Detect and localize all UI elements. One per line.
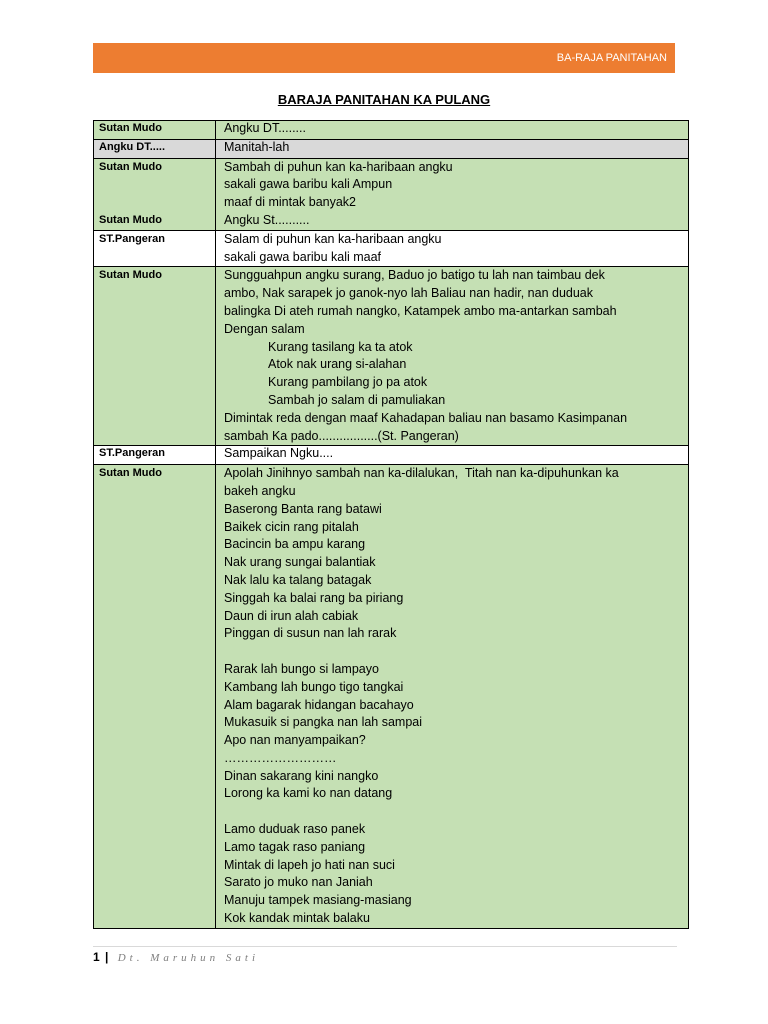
text-line: Apolah Jinihnyo sambah nan ka-dilalukan, Titah nan ka-dipuhunkan ka [224,466,619,481]
speaker-label: Sutan Mudo [99,214,162,227]
text-line: Daun di irun alah cabiak [224,608,359,623]
speaker-cell: ST.Pangeran [94,230,216,267]
speaker-cell: ST.Pangeran [94,446,216,465]
dialogue-table [93,120,689,929]
text-line: Nak lalu ka talang batagak [224,572,372,587]
blank-line [224,803,684,821]
text-line: Baserong Banta rang batawi [224,501,382,516]
text-line: Nak urang sungai balantiak [224,555,376,570]
footer-divider [93,946,677,947]
table-row [94,158,689,230]
table-row [94,267,689,446]
speaker-cell: Sutan Mudo [94,121,216,140]
text-cell [216,446,689,465]
text-line: Atok nak urang si-alahan [268,357,407,372]
text-line: maaf di mintak banyak2 [224,195,357,210]
table-row [94,465,689,929]
text-cell [216,158,689,230]
header-label: BA-RAJA PANITAHAN [556,52,667,64]
text-cell [216,230,689,267]
text-line: Baikek cicin rang pitalah [224,519,359,534]
text-cell [216,139,689,158]
text-line: Kurang pambilang jo pa atok [268,375,428,390]
speaker-cell: Angku DT..... [94,139,216,158]
text-line: sakali gawa baribu kali maaf [224,249,382,264]
text-line: Angku DT........ [224,121,306,135]
text-line: sakali gawa baribu kali Ampun [224,177,393,192]
text-line: ambo, Nak sarapek jo ganok-nyo lah Baliau nan hadir, nan duduak [224,286,594,301]
speaker-cell: Sutan Mudo [94,267,216,446]
text-line: sambah Ka pado.................(St. Pangeran) [224,428,459,443]
text-cell [216,267,689,446]
text-line: Lorong ka kami ko nan datang [224,786,393,801]
text-line: bakeh angku [224,483,296,498]
text-line: Lamo duduak raso panek [224,822,366,837]
text-line: Angku St.......... [224,212,310,227]
text-line: Salam di puhun kan ka-haribaan angku [224,231,442,246]
text-line: Lamo tagak raso paniang [224,839,366,854]
document-title: BARAJA PANITAHAN KA PULANG [277,92,491,107]
text-line: Apo nan manyampaikan? [224,733,366,748]
text-line: Mintak di lapeh jo hati nan suci [224,857,395,872]
header-bar [93,43,675,73]
text-line: balingka Di ateh rumah nangko, Katampek ambo ma-antarkan sambah [224,303,617,318]
text-cell [216,121,689,140]
text-line: Sungguahpun angku surang, Baduo jo batigo tu lah nan taimbau dek [224,268,605,283]
text-line: Bacincin ba ampu karang [224,537,366,552]
text-cell [216,465,689,929]
table-row [94,446,689,465]
text-line: Mukasuik si pangka nan lah sampai [224,715,423,730]
text-line: Sambah jo salam di pamuliakan [268,392,446,407]
text-line: Kurang tasilang ka ta atok [268,339,413,354]
text-line: Dinan sakarang kini nangko [224,768,379,783]
speaker-label: Sutan Mudo [99,160,162,173]
text-line: Manuju tampek masiang-masiang [224,893,412,908]
table-row [94,121,689,140]
page-footer [93,950,259,964]
text-line: Kambang lah bungo tigo tangkai [224,679,404,694]
text-line: Alam bagarak hidangan bacahayo [224,697,414,712]
text-line: Kok kandak mintak balaku [224,911,370,926]
text-line: Sambah di puhun kan ka-haribaan angku [224,159,453,174]
text-line: Sarato jo muko nan Janiah [224,875,373,890]
text-line: Sampaikan Ngku.... [224,446,334,461]
table-row [94,230,689,267]
text-line: Dimintak reda dengan maaf Kahadapan baliau nan basamo Kasimpanan [224,410,628,425]
text-line: Manitah-lah [224,139,290,154]
page-number: 1 [93,950,100,964]
footer-author: Dt. Maruhun Sati [117,952,260,964]
speaker-cell: Sutan Mudo [94,465,216,929]
blank-line [224,643,684,661]
footer-separator: | [105,950,109,964]
text-line: Singgah ka balai rang ba piriang [224,590,404,605]
text-line: Dengan salam [224,321,305,336]
text-line: Rarak lah bungo si lampayo [224,661,379,676]
text-line: Pinggan di susun nan lah rarak [224,626,397,641]
speaker-cell [94,158,216,230]
table-row [94,139,689,158]
text-line: ……………………… [224,750,337,765]
